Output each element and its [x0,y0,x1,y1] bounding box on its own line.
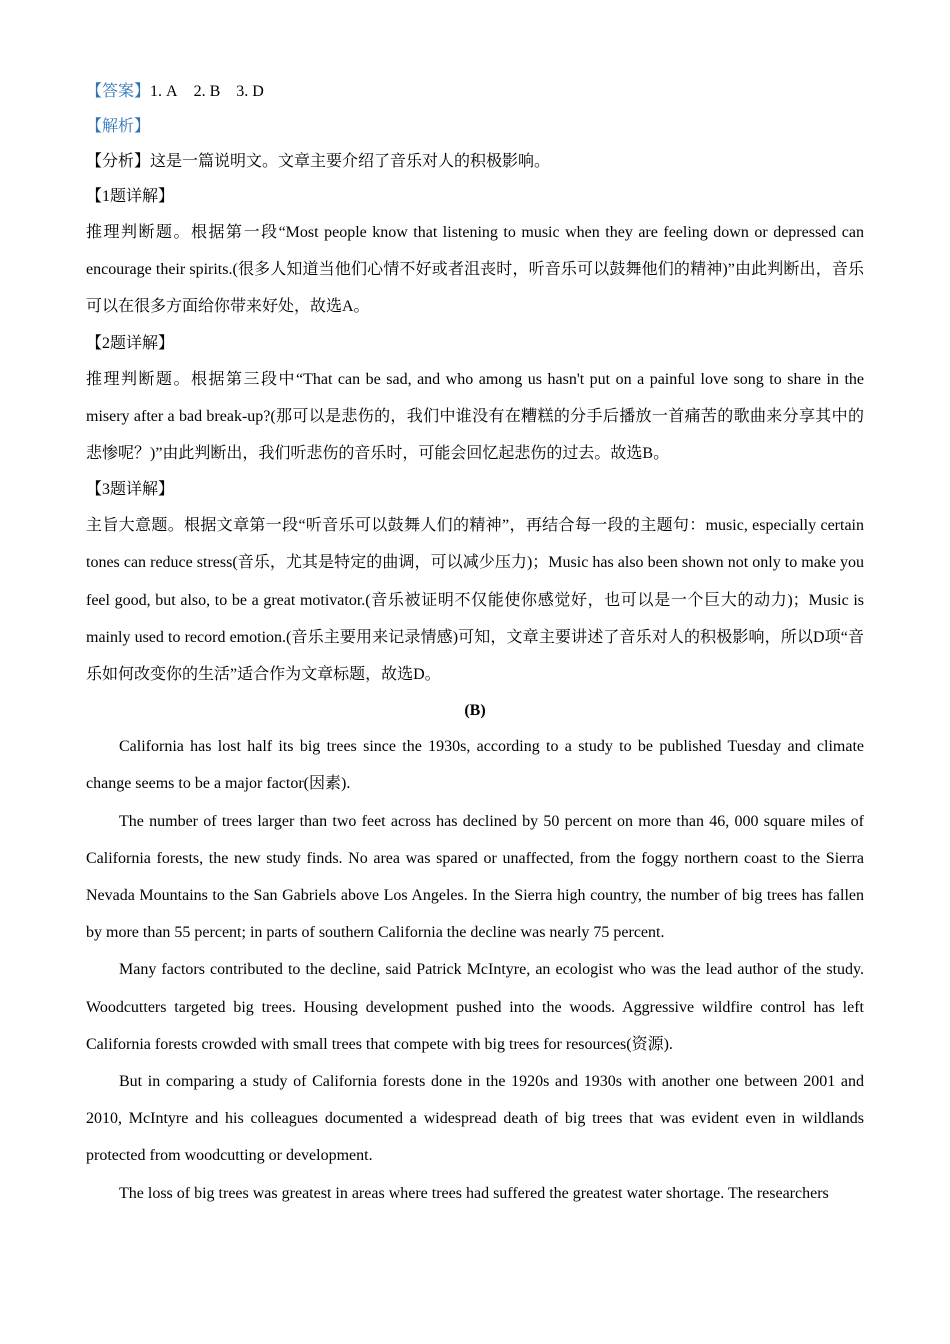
answer-label: 【答案】 [86,83,151,100]
passage-paragraph: The number of trees larger than two feet across has declined by 50 percent on more than 46, 000 square miles of California forests, the new study finds. No area was spared or unaffected, from the foggy northern coast to the Sierra Nevada Mountains to the San Gabriels above Los Angeles. In the Sierra high country, the number of big trees has fallen by more than 55 percent; in parts of southern California the decline was nearly 75 percent. [86,812,864,942]
answer-item: 3. D [236,83,264,100]
answer-item: 1. A [150,83,178,100]
passage-paragraph: Many factors contributed to the decline, said Patrick McIntyre, an ecologist who was the lead author of the study. Woodcutters targeted big trees. Housing development pushed into the woods. Aggressive wildfire control has left California forests crowded with small trees that compete with big trees for resources(资源). [86,961,864,1053]
question-1-explanation: 推理判断题。根据第一段“Most people know that listening to music when they are feeling down or depressed can encourage their spirits.(很多人知道当他们心情不好或者沮丧时，听音乐可以鼓舞他们的精神)”由此判断出，音乐可以在很多方面给你带来好处，故选A。 [86,224,864,316]
passage-paragraph: The loss of big trees was greatest in areas where trees had suffered the greatest water shortage. The researchers [119,1184,829,1202]
passage-paragraph: California has lost half its big trees since the 1930s, according to a study to be published Tuesday and climate change seems to be a major factor(因素). [86,738,864,793]
question-3-explanation: 主旨大意题。根据文章第一段“听音乐可以鼓舞人们的精神”，再结合每一段的主题句：music, especially certain tones can reduce stress(音乐，尤其是特定的曲调，可以减少压力)；Music has also been shown not only to make you feel good, but also, to be a great motivator.(音乐被证明不仅能使你感觉好，也可以是一个巨大的动力)；Music is mainly used to record emotion.(音乐主要用来记录情感)可知，文章主要讲述了音乐对人的积极影响，所以D项“音乐如何改变你的生活”适合作为文章标题，故选D。 [86,517,864,684]
summary-text: 【分析】这是一篇说明文。文章主要介绍了音乐对人的积极影响。 [86,153,551,170]
question-2-heading: 【2题详解】 [86,334,175,352]
answer-item: 2. B [193,83,221,100]
section-heading: (B) [464,702,486,720]
document-page [86,74,864,1212]
question-1-heading: 【1题详解】 [86,188,175,205]
question-2-explanation: 推理判断题。根据第三段中“That can be sad, and who among us hasn't put on a painful love song to share in the misery after a bad break-up?(那可以是悲伤的，我们中谁没有在糟糕的分手后播放一首痛苦的歌曲来分享其中的悲惨呢？)”由此判断出，我们听悲伤的音乐时，可能会回忆起悲伤的过去。故选B。 [86,370,864,463]
question-3-heading: 【3题详解】 [86,481,175,499]
analysis-label: 【解析】 [86,118,151,135]
answer-line [86,74,864,109]
passage-paragraph: But in comparing a study of California forests done in the 1920s and 1930s with another one between 2001 and 2010, McIntyre and his colleagues documented a widespread death of big trees that was evident even in wildlands protected from woodcutting or development. [86,1073,864,1165]
